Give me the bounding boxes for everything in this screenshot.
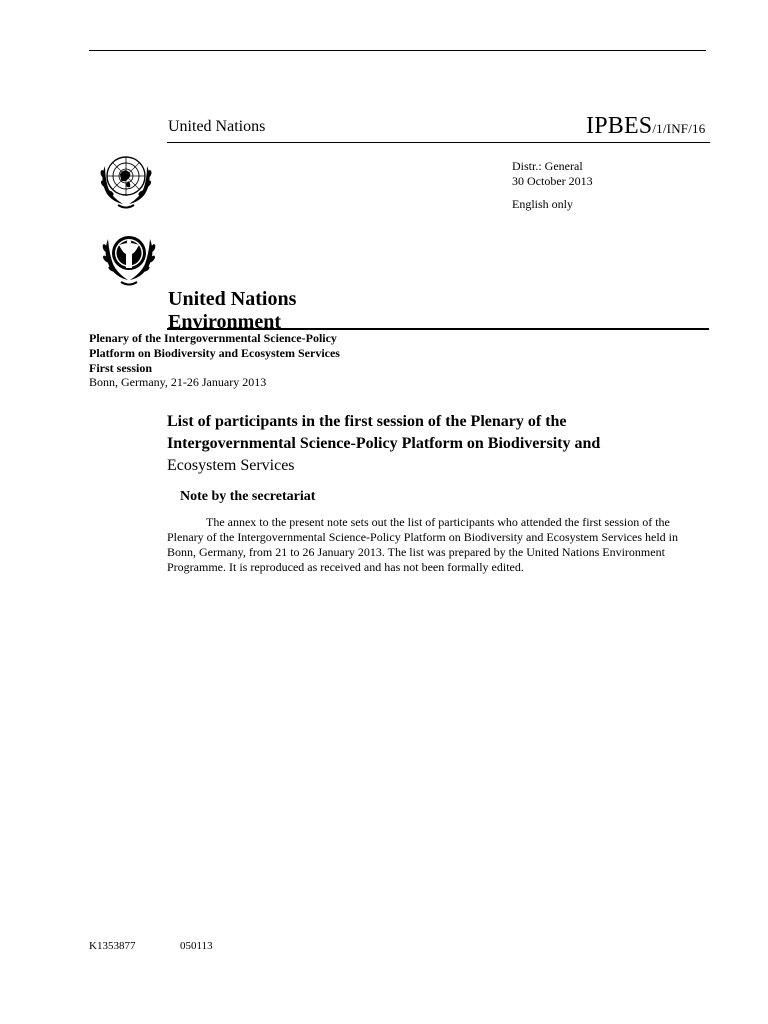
unep-name-line1: United Nations [168, 288, 297, 310]
un-emblem-icon [92, 150, 160, 212]
language-note: English only [512, 197, 574, 211]
title-line2: Intergovernmental Science-Policy Platform on Biodiversity and [167, 435, 601, 452]
unep-name-line2: Environment [168, 311, 281, 333]
symbol-suffix: /1/INF/16 [652, 121, 706, 136]
paragraph-line2: Plenary of the Intergovernmental Science-Policy Platform on Biodiversity and Ecosystem Services held in [167, 530, 678, 544]
distribution: Distr.: General [512, 159, 583, 173]
document-symbol [586, 113, 705, 140]
document-title [167, 411, 667, 477]
symbol-main: IPBES [586, 113, 653, 139]
title-line1: List of participants in the first session of the Plenary of the [167, 413, 567, 430]
paragraph-line1: The annex to the present note sets out the list of participants who attended the first session of the [206, 515, 670, 529]
issue-date: 30 October 2013 [512, 174, 593, 188]
note-heading: Note by the secretariat [180, 489, 316, 504]
meeting-venue: Bonn, Germany, 21-26 January 2013 [89, 375, 267, 389]
unep-emblem-icon [96, 225, 162, 287]
header-rule [167, 142, 710, 143]
title-line3: Ecosystem Services [167, 457, 295, 474]
meeting-session: First session [89, 361, 152, 375]
meeting-line1: Plenary of the Intergovernmental Science-Policy [89, 331, 337, 345]
body-rule [167, 328, 709, 330]
top-rule [89, 50, 706, 51]
date-code: 050113 [180, 940, 213, 952]
meeting-block [89, 331, 340, 376]
intro-paragraph [167, 515, 712, 575]
paragraph-line4: Programme. It is reproduced as received and has not been formally edited. [167, 560, 524, 574]
job-number: K1353877 [89, 940, 136, 952]
org-name: United Nations [168, 118, 266, 135]
meeting-line2: Platform on Biodiversity and Ecosystem Services [89, 346, 340, 360]
paragraph-line3: Bonn, Germany, from 21 to 26 January 2013. The list was prepared by the United Nations Environment [167, 545, 665, 559]
